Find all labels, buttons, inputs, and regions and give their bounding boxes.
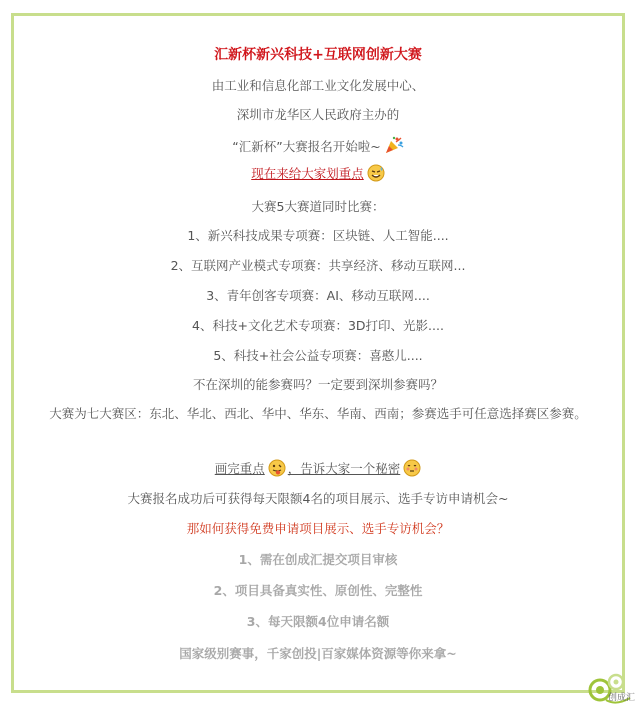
step-item-3: 3、每天限额4位申请名额 [246, 614, 390, 629]
how-question: 那如何获得免费申请项目展示、选手专访机会？ [186, 521, 450, 536]
track-item-5: 5、科技+社会公益专项赛：喜憨儿.... [213, 348, 423, 363]
regions-text: 大赛为七大赛区：东北、华北、西北、华中、华东、华南、西南；参赛选手可任意选择赛区参赛。 [49, 406, 587, 421]
participation-question: 不在深圳的能参赛吗？一定要到深圳参赛吗？ [192, 377, 443, 392]
benefit-text: 大赛报名成功后可获得每天限额4名的项目展示、选手专访申请机会~ [127, 491, 509, 506]
track-item-1: 1、新兴科技成果专项赛：区块链、人工智能.... [187, 228, 449, 243]
track-item-3: 3、青年创客专项赛：AI、移动互联网.... [206, 288, 430, 303]
watermark-text: 创成汇 [608, 693, 636, 703]
secret-part-1: 画完重点 [214, 461, 265, 476]
key-points-row [14, 164, 622, 187]
step-item-1: 1、需在创成汇提交项目审核 [238, 552, 398, 567]
party-popper-icon [384, 135, 404, 160]
closing-text: 国家级别赛事，千家创投|百家媒体资源等你来拿~ [179, 646, 457, 661]
step-item-2: 2、项目具备真实性、原创性、完整性 [213, 583, 423, 598]
secret-part-2: ，告诉大家一个秘密 [287, 461, 401, 476]
secret-row [14, 459, 622, 482]
key-points-link[interactable]: 现在来给大家划重点 [251, 166, 364, 181]
intro-line-3: “汇新杯”大赛报名开始啦~ [232, 139, 381, 154]
intro-line-1: 由工业和信息化部工业文化发展中心、 [211, 78, 425, 93]
sweat-smile-emoji-icon [367, 164, 385, 187]
track-item-4: 4、科技+文化艺术专项赛：3D打印、光影.... [192, 318, 444, 333]
shy-emoji-icon [403, 459, 421, 482]
tracks-heading: 大赛5大赛道同时比赛： [251, 199, 385, 214]
intro-line-2: 深圳市龙华区人民政府主办的 [236, 107, 400, 122]
tongue-out-emoji-icon [268, 459, 286, 482]
track-item-2: 2、互联网产业模式专项赛：共享经济、移动互联网... [170, 258, 466, 273]
article-title: 汇新杯新兴科技+互联网创新大赛 [214, 47, 422, 63]
intro-line-3-row [14, 135, 622, 160]
